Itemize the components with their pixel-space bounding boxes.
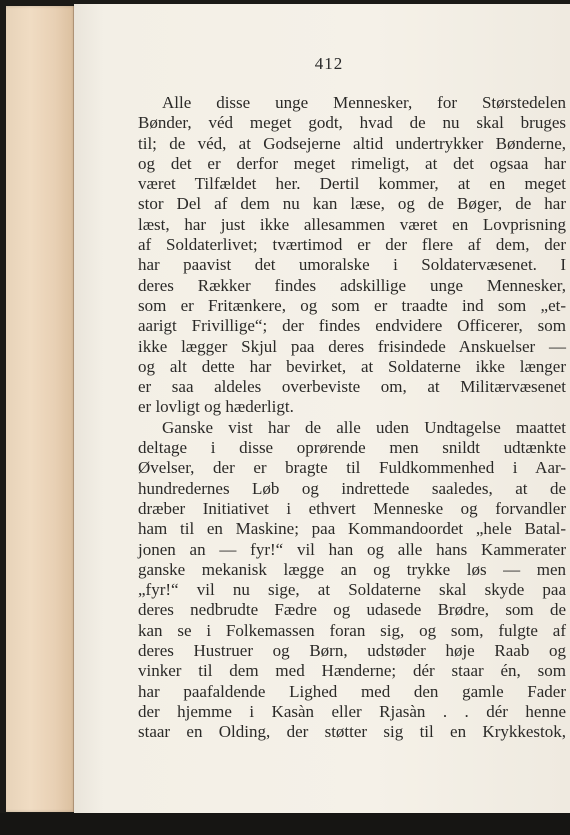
- text-line: og det er derfor meget rimeligt, at det ogsaa har: [138, 153, 566, 173]
- text-line: dræber Initiativet i ethvert Menneske og forvandler: [138, 498, 566, 518]
- text-line: vinker til dem med Hænderne; dér staar én, som: [138, 661, 566, 681]
- text-line: Ganske vist har de alle uden Undtagelse maattet: [162, 417, 566, 437]
- text-line: deres Rækker findes adskillige unge Mennesker,: [138, 275, 566, 295]
- text-line: læst, har just ikke allesammen været en Lovprisning: [138, 214, 566, 234]
- text-line: ikke lægger Skjul paa deres frisindede Anskuelser —: [138, 336, 566, 356]
- text-line: jonen an — fyr!“ vil han og alle hans Kammerater: [138, 539, 566, 559]
- text-line: og alt dette har bevirket, at Soldaterne ikke længer: [138, 356, 566, 376]
- text-line: deltage i disse oprørende men snildt udtænkte: [138, 438, 566, 458]
- text-line: aarigt Frivillige“; der findes endvidere Officerer, som: [138, 316, 566, 336]
- text-line: deres Hustruer og Børn, udstøder høje Raab og: [138, 641, 566, 661]
- text-line: Øvelser, der er bragte til Fuldkommenhed i Aar-: [138, 458, 566, 478]
- text-line: til; de véd, at Godsejerne altid undertrykker Bønderne,: [138, 133, 566, 153]
- text-line: ganske mekanisk lægge an og trykke løs — men: [138, 559, 566, 579]
- text-line: af Soldaterlivet; tværtimod er der flere af dem, der: [138, 235, 566, 255]
- page-number: 412: [314, 54, 344, 73]
- text-line: staar en Olding, der støtter sig til en Krykkestok,: [138, 722, 566, 742]
- text-line: Alle disse unge Mennesker, for Størstedelen: [162, 93, 566, 112]
- book-page-edges: [6, 6, 76, 812]
- text-line: kan se i Folkemassen foran sig, og som, fulgte af: [138, 620, 566, 640]
- text-line: har paavist det umoralske i Soldatervæsenet. I: [138, 255, 566, 275]
- text-line: er saa aldeles overbeviste om, at Militærvæsenet: [138, 377, 566, 397]
- text-line: stor Del af dem nu kan læse, og de Bøger, de har: [138, 194, 566, 214]
- text-line: ham til en Maskine; paa Kommandoordet „hele Batal-: [138, 519, 566, 539]
- book-page: [74, 4, 570, 814]
- text-line: Bønder, véd meget godt, hvad de nu skal bruges: [138, 113, 566, 133]
- text-line: har paafaldende Lighed med den gamle Fader: [138, 681, 566, 701]
- body-text: [138, 93, 566, 743]
- text-line: der hjemme i Kasàn eller Rjasàn . . dér henne: [138, 701, 566, 721]
- text-line: hundredernes Løb og indrettede saaledes, at de: [138, 478, 566, 498]
- text-line: „fyr!“ vil nu sige, at Soldaterne skal skyde paa: [138, 580, 566, 600]
- scan-bottom-edge: [0, 813, 570, 835]
- text-line: været Tilfældet her. Dertil kommer, at en meget: [138, 174, 566, 194]
- text-line: deres nedbrudte Fædre og udasede Brødre, som de: [138, 600, 566, 620]
- text-line: er lovligt og hæderligt.: [138, 397, 294, 417]
- text-line: som er Fritænkere, og som er traadte ind som „et-: [138, 295, 566, 315]
